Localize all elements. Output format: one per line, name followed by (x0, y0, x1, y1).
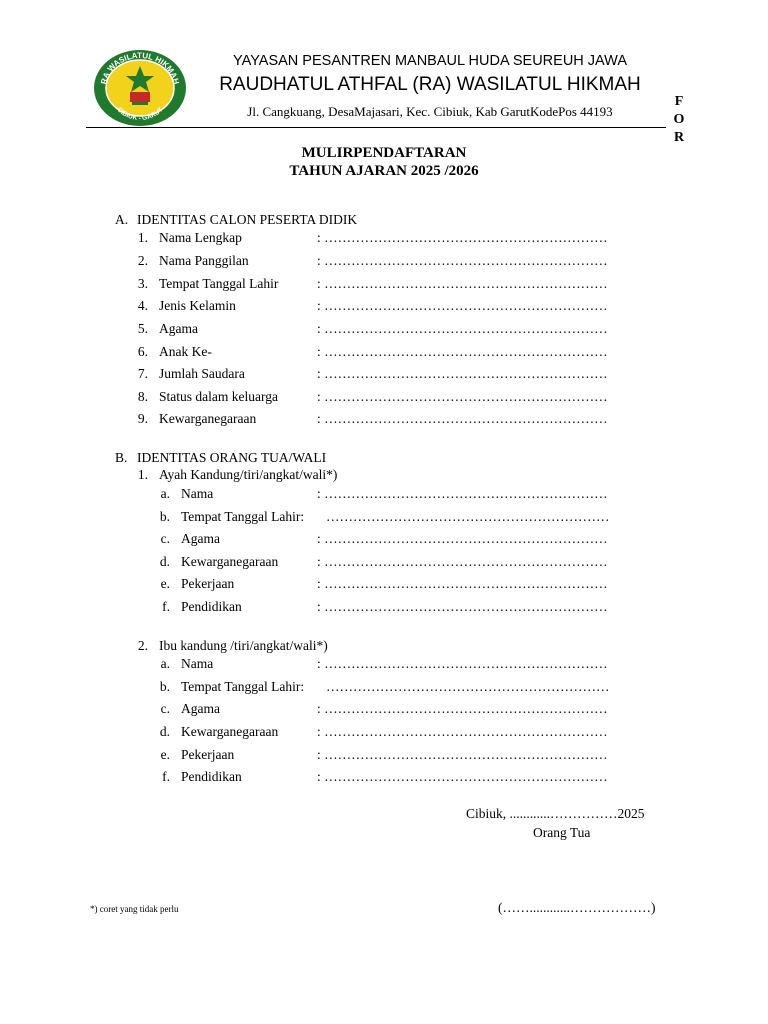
fill-line[interactable]: ……………………………………………………… (326, 679, 610, 694)
logo-top-text: RA WASILATUL HIKMAH (99, 50, 181, 86)
mother-item-label: Pendidikan (181, 769, 242, 784)
form-title: MULIRPENDAFTARAN (301, 145, 467, 161)
fill-line[interactable]: : ……………………………………………………… (317, 769, 608, 784)
section-a-letter: A. (115, 212, 129, 227)
mother-heading: Ibu kandung /tiri/angkat/wali*) (159, 638, 328, 653)
a-item-number: 5. (137, 321, 148, 336)
father-heading: Ayah Kandung/tiri/angkat/wali*) (159, 467, 338, 482)
fill-line[interactable]: : ……………………………………………………… (317, 230, 608, 245)
mother-item-letter: e. (160, 747, 170, 762)
mother-item-label: Tempat Tanggal Lahir: (181, 679, 305, 694)
a-item-label: Nama Panggilan (159, 253, 249, 268)
fill-line[interactable]: : ……………………………………………………… (317, 276, 608, 291)
father-item-letter: f. (162, 599, 170, 614)
signature-name-line[interactable]: (……............………………) (498, 900, 656, 915)
mother-item-letter: a. (160, 656, 170, 671)
fill-line[interactable]: : ……………………………………………………… (317, 253, 608, 268)
father-item-label: Kewarganegaraan (181, 554, 279, 569)
father-item-label: Pekerjaan (181, 576, 235, 591)
mother-number: 2. (137, 638, 148, 653)
fill-line[interactable]: : ……………………………………………………… (317, 554, 608, 569)
mother-item-letter: c. (160, 701, 170, 716)
a-item-label: Nama Lengkap (159, 230, 242, 245)
father-number: 1. (137, 467, 148, 482)
side-letter-o: O (673, 112, 685, 127)
side-label (671, 93, 687, 147)
a-item-number: 3. (137, 276, 148, 291)
a-item-label: Jumlah Saudara (159, 366, 245, 381)
footnote: *) coret yang tidak perlu (90, 904, 179, 914)
fill-line[interactable]: : ……………………………………………………… (317, 531, 608, 546)
fill-line[interactable]: : ……………………………………………………… (317, 366, 608, 381)
mother-item-letter: d. (159, 724, 170, 739)
mother-item-label: Kewarganegaraan (181, 724, 279, 739)
mother-item-label: Agama (181, 701, 220, 716)
a-item-number: 6. (137, 344, 148, 359)
father-item-label: Pendidikan (181, 599, 242, 614)
a-item-label: Anak Ke- (159, 344, 212, 359)
father-item-letter: a. (160, 486, 170, 501)
fill-line[interactable]: : ……………………………………………………… (317, 486, 608, 501)
side-letter-f: F (674, 94, 684, 109)
a-item-number: 7. (137, 366, 148, 381)
a-item-label: Agama (159, 321, 198, 336)
mother-item-letter: f. (162, 769, 170, 784)
section-b-heading: IDENTITAS ORANG TUA/WALI (137, 450, 327, 465)
school-logo (88, 44, 192, 128)
a-item-number: 2. (137, 253, 148, 268)
fill-line[interactable]: : ……………………………………………………… (317, 747, 608, 762)
fill-line[interactable]: : ……………………………………………………… (317, 701, 608, 716)
fill-line[interactable]: : ……………………………………………………… (317, 576, 608, 591)
a-item-label: Status dalam keluarga (159, 389, 278, 404)
side-letter-r: R (673, 130, 685, 145)
mother-item-letter: b. (159, 679, 170, 694)
a-item-label: Tempat Tanggal Lahir (159, 276, 279, 291)
foundation-name: YAYASAN PESANTREN MANBAUL HUDA SEUREUH JAWA (233, 53, 627, 69)
a-item-number: 1. (137, 230, 148, 245)
father-item-label: Agama (181, 531, 220, 546)
father-item-label: Tempat Tanggal Lahir: (181, 509, 305, 524)
a-item-number: 8. (137, 389, 148, 404)
mother-item-label: Nama (181, 656, 214, 671)
a-item-number: 4. (137, 298, 148, 313)
fill-line[interactable]: ……………………………………………………… (326, 509, 610, 524)
academic-year: TAHUN AJARAN 2025 /2026 (289, 163, 479, 179)
fill-line[interactable]: : ……………………………………………………… (317, 389, 608, 404)
school-name: RAUDHATUL ATHFAL (RA) WASILATUL HIKMAH (219, 74, 641, 95)
header-divider (86, 127, 666, 128)
a-item-number: 9. (137, 411, 148, 426)
fill-line[interactable]: : ……………………………………………………… (317, 599, 608, 614)
father-item-label: Nama (181, 486, 214, 501)
a-item-label: Jenis Kelamin (159, 298, 236, 313)
fill-line[interactable]: : ……………………………………………………… (317, 298, 608, 313)
father-item-letter: b. (159, 509, 170, 524)
fill-line[interactable]: : ……………………………………………………… (317, 724, 608, 739)
section-b-letter: B. (115, 450, 128, 465)
father-item-letter: d. (159, 554, 170, 569)
signer-role: Orang Tua (533, 825, 591, 840)
fill-line[interactable]: : ……………………………………………………… (317, 411, 608, 426)
place-date: Cibiuk, ............……………2025 (466, 806, 645, 821)
mother-item-label: Pekerjaan (181, 747, 235, 762)
a-item-label: Kewarganegaraan (159, 411, 257, 426)
fill-line[interactable]: : ……………………………………………………… (317, 344, 608, 359)
fill-line[interactable]: : ……………………………………………………… (317, 321, 608, 336)
fill-line[interactable]: : ……………………………………………………… (317, 656, 608, 671)
logo-bottom-text: CIBIUK - GARUT (115, 106, 165, 123)
father-item-letter: e. (160, 576, 170, 591)
father-item-letter: c. (160, 531, 170, 546)
section-a-heading: IDENTITAS CALON PESERTA DIDIK (137, 212, 358, 227)
school-address: Jl. Cangkuang, DesaMajasari, Kec. Cibiuk, Kab GarutKodePos 44193 (247, 104, 613, 119)
